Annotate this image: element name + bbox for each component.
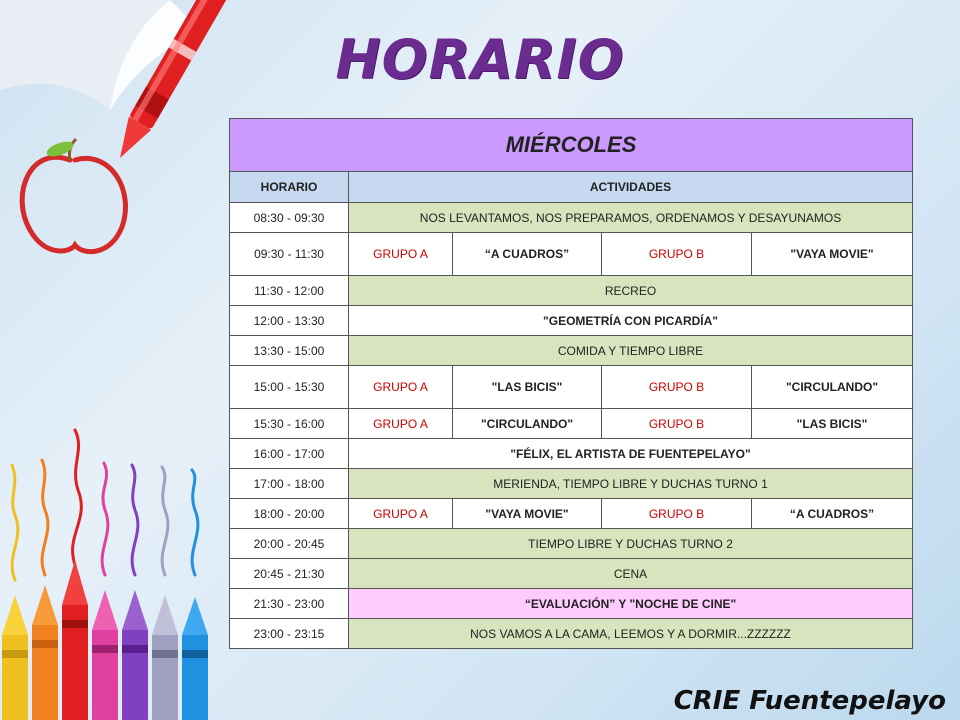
apple-drawing-graphic xyxy=(10,135,140,265)
group-b-cell: GRUPO B xyxy=(602,233,752,276)
activity-cell: "FÉLIX, EL ARTISTA DE FUENTEPELAYO" xyxy=(349,439,913,469)
group-a-activity-cell: "LAS BICIS" xyxy=(453,366,602,409)
column-header-activities: ACTIVIDADES xyxy=(349,172,913,203)
page-title: HORARIO xyxy=(335,28,625,91)
time-cell: 17:00 - 18:00 xyxy=(230,469,349,499)
activity-cell: COMIDA Y TIEMPO LIBRE xyxy=(349,336,913,366)
time-cell: 15:30 - 16:00 xyxy=(230,409,349,439)
time-cell: 09:30 - 11:30 xyxy=(230,233,349,276)
group-a-cell: GRUPO A xyxy=(349,409,453,439)
group-b-cell: GRUPO B xyxy=(602,366,752,409)
table-row xyxy=(230,589,913,619)
column-header-time: HORARIO xyxy=(230,172,349,203)
table-row xyxy=(230,409,913,439)
activity-cell: NOS LEVANTAMOS, NOS PREPARAMOS, ORDENAMOS Y DESAYUNAMOS xyxy=(349,203,913,233)
table-row xyxy=(230,203,913,233)
group-a-activity-cell: "VAYA MOVIE" xyxy=(453,499,602,529)
column-header-row xyxy=(230,172,913,203)
table-row xyxy=(230,559,913,589)
day-header-row xyxy=(230,119,913,172)
group-b-cell: GRUPO B xyxy=(602,499,752,529)
time-cell: 11:30 - 12:00 xyxy=(230,276,349,306)
table-row xyxy=(230,366,913,409)
activity-cell: “EVALUACIÓN” Y "NOCHE DE CINE" xyxy=(349,589,913,619)
activity-cell: "GEOMETRÍA CON PICARDÍA" xyxy=(349,306,913,336)
time-cell: 13:30 - 15:00 xyxy=(230,336,349,366)
table-row xyxy=(230,439,913,469)
group-a-activity-cell: "CIRCULANDO" xyxy=(453,409,602,439)
group-b-activity-cell: "CIRCULANDO" xyxy=(752,366,913,409)
group-a-activity-cell: “A CUADROS” xyxy=(453,233,602,276)
group-b-cell: GRUPO B xyxy=(602,409,752,439)
time-cell: 23:00 - 23:15 xyxy=(230,619,349,649)
group-a-cell: GRUPO A xyxy=(349,233,453,276)
table-row xyxy=(230,306,913,336)
activity-cell: NOS VAMOS A LA CAMA, LEEMOS Y A DORMIR...ZZZZZZ xyxy=(349,619,913,649)
time-cell: 20:00 - 20:45 xyxy=(230,529,349,559)
time-cell: 20:45 - 21:30 xyxy=(230,559,349,589)
activity-cell: RECREO xyxy=(349,276,913,306)
table-row xyxy=(230,336,913,366)
time-cell: 08:30 - 09:30 xyxy=(230,203,349,233)
time-cell: 15:00 - 15:30 xyxy=(230,366,349,409)
time-cell: 12:00 - 13:30 xyxy=(230,306,349,336)
group-a-cell: GRUPO A xyxy=(349,366,453,409)
table-row xyxy=(230,233,913,276)
group-b-activity-cell: "LAS BICIS" xyxy=(752,409,913,439)
group-b-activity-cell: "VAYA MOVIE" xyxy=(752,233,913,276)
schedule-table xyxy=(229,118,913,649)
time-cell: 18:00 - 20:00 xyxy=(230,499,349,529)
crayon-row-graphic xyxy=(0,425,220,720)
activity-cell: MERIENDA, TIEMPO LIBRE Y DUCHAS TURNO 1 xyxy=(349,469,913,499)
table-row xyxy=(230,469,913,499)
activity-cell: CENA xyxy=(349,559,913,589)
time-cell: 21:30 - 23:00 xyxy=(230,589,349,619)
table-row xyxy=(230,529,913,559)
activity-cell: TIEMPO LIBRE Y DUCHAS TURNO 2 xyxy=(349,529,913,559)
day-title: MIÉRCOLES xyxy=(230,119,913,172)
time-cell: 16:00 - 17:00 xyxy=(230,439,349,469)
brand-signature: CRIE Fuentepelayo xyxy=(673,686,946,716)
group-a-cell: GRUPO A xyxy=(349,499,453,529)
table-row xyxy=(230,499,913,529)
table-row xyxy=(230,619,913,649)
table-row xyxy=(230,276,913,306)
group-b-activity-cell: “A CUADROS” xyxy=(752,499,913,529)
